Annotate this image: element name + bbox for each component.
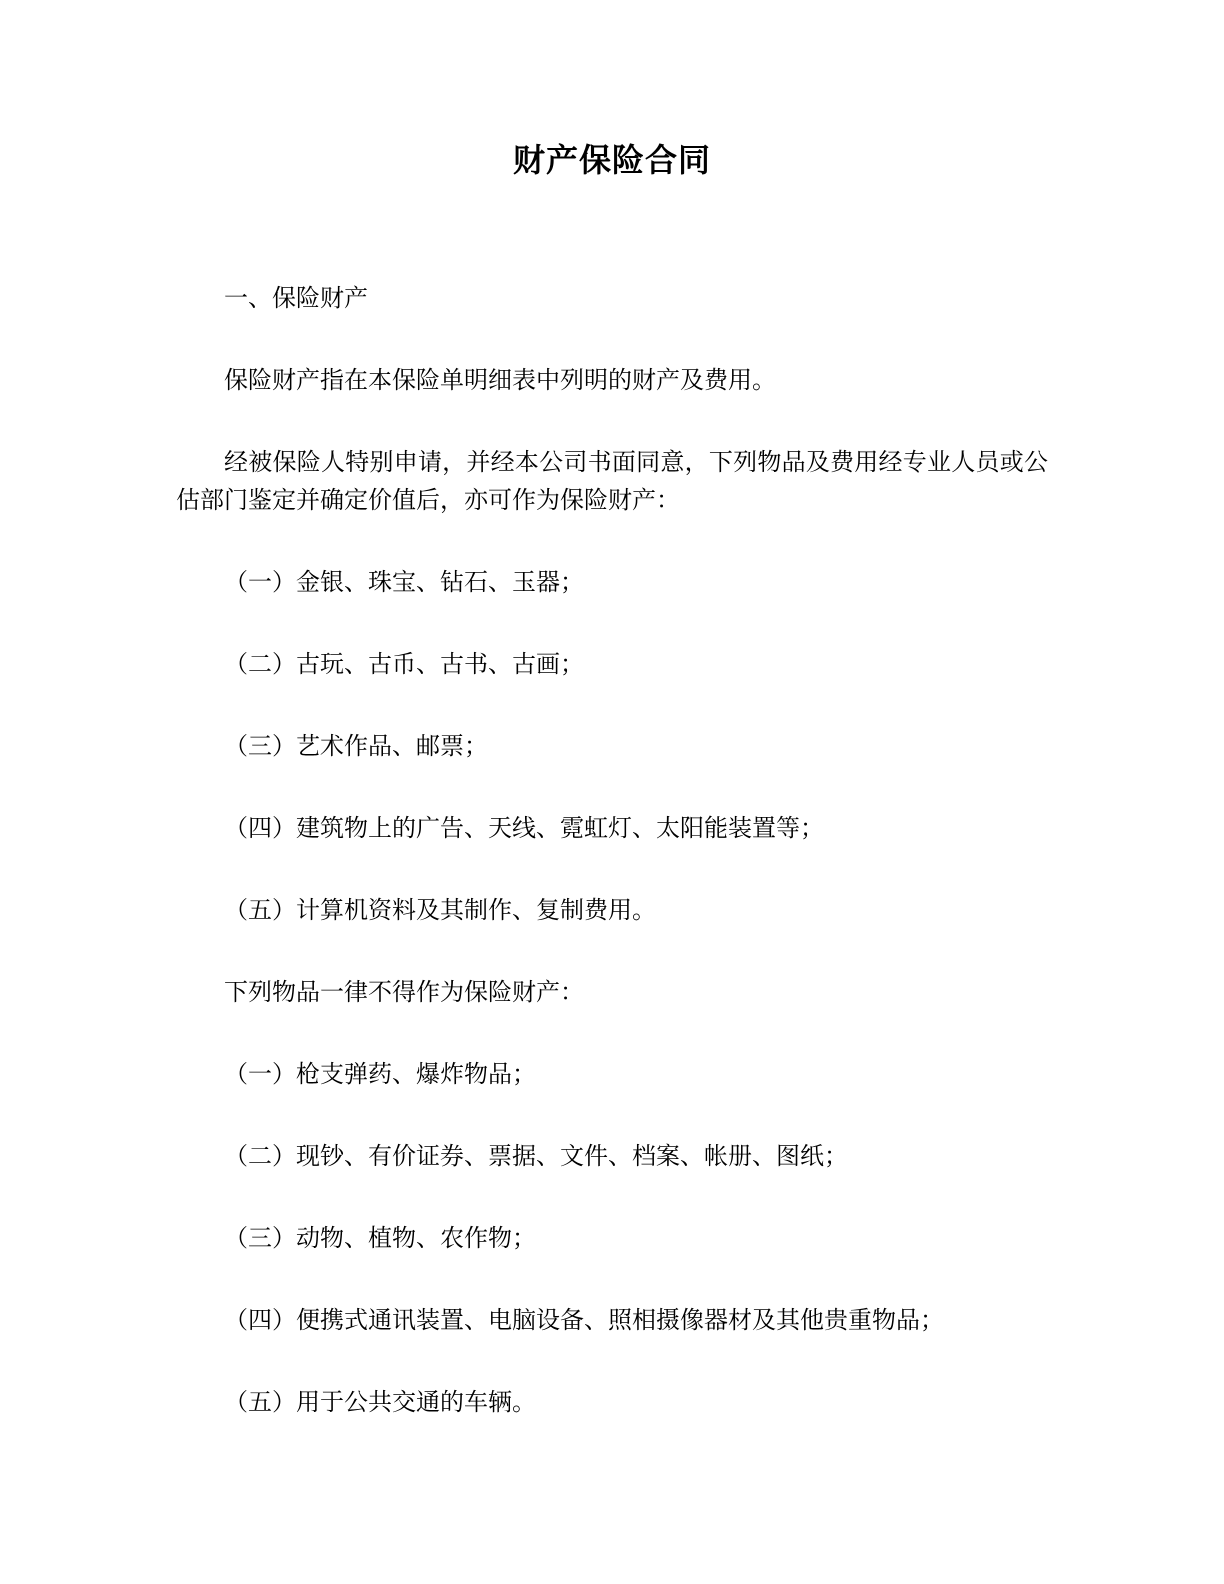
insurable-list-item-2: （二）古玩、古币、古书、古画；	[224, 652, 584, 678]
insurable-list-item-3: （三）艺术作品、邮票；	[224, 734, 488, 760]
section-heading-insured-property: 一、保险财产	[224, 286, 368, 312]
insurable-list-item-1: （一）金银、珠宝、钻石、玉器；	[224, 570, 584, 596]
excluded-list-item-1: （一）枪支弹药、爆炸物品；	[224, 1062, 536, 1088]
document-title: 财产保险合同	[512, 142, 711, 178]
excluded-list-item-5: （五）用于公共交通的车辆。	[224, 1390, 536, 1416]
excluded-list-item-2: （二）现钞、有价证券、票据、文件、档案、帐册、图纸；	[224, 1144, 848, 1170]
insurable-list-item-4: （四）建筑物上的广告、天线、霓虹灯、太阳能装置等；	[224, 816, 824, 842]
paragraph-excluded-property-heading: 下列物品一律不得作为保险财产：	[224, 980, 584, 1006]
insurable-list-item-5: （五）计算机资料及其制作、复制费用。	[224, 898, 656, 924]
excluded-list-item-3: （三）动物、植物、农作物；	[224, 1226, 536, 1252]
excluded-list-item-4: （四）便携式通讯装置、电脑设备、照相摄像器材及其他贵重物品；	[224, 1308, 944, 1334]
paragraph-special-application: 经被保险人特别申请，并经本公司书面同意，下列物品及费用经专业人员或公估部门鉴定并确定价值后，亦可作为保险财产：	[176, 450, 1048, 514]
paragraph-insured-property-definition: 保险财产指在本保险单明细表中列明的财产及费用。	[224, 368, 776, 394]
